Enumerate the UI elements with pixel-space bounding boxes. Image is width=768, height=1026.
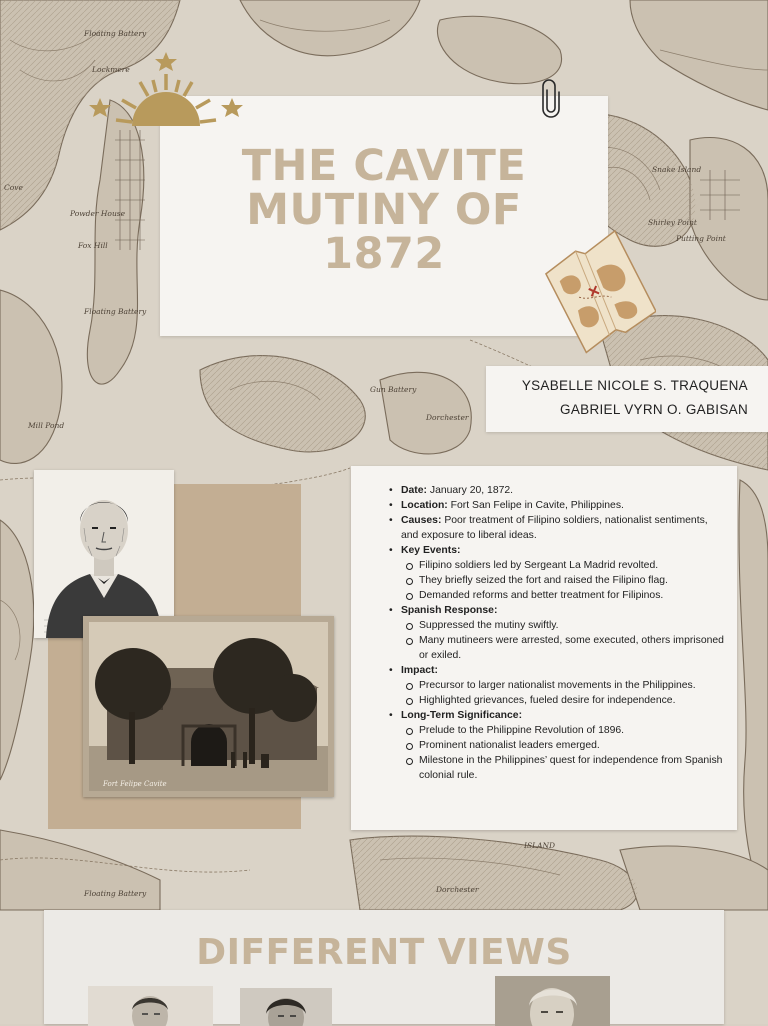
fact-text: Fort San Felipe in Cavite, Philippines. xyxy=(447,500,624,511)
map-label-snake-island: Snake Island xyxy=(652,165,702,174)
significance-list xyxy=(401,723,727,783)
map-label-floating-battery-3: Floating Battery xyxy=(84,889,147,898)
fact-label: Causes: xyxy=(401,515,442,526)
fact-label: Spanish Response: xyxy=(401,605,498,616)
philippine-sun-and-stars-icon xyxy=(86,50,246,126)
fact-text: Poor treatment of Filipino soldiers, nationalist sentiments, and exposure to liberal ideas. xyxy=(401,515,708,541)
facts-list xyxy=(387,483,727,783)
map-label-shirley-point: Shirley Point xyxy=(648,218,697,227)
paperclip-icon xyxy=(540,78,562,118)
list-item: They briefly seized the fort and raised the Filipino flag. xyxy=(401,573,727,588)
facts-card xyxy=(351,466,737,830)
impact-list xyxy=(401,678,727,708)
list-item: Highlighted grievances, fueled desire for independence. xyxy=(401,693,727,708)
fact-location xyxy=(387,498,727,513)
map-label-gun-battery: Gun Battery xyxy=(370,385,417,394)
fact-key-events xyxy=(387,543,727,603)
list-item: Filipino soldiers led by Sergeant La Madrid revolted. xyxy=(401,558,727,573)
fact-date xyxy=(387,483,727,498)
fort-san-felipe-photo xyxy=(83,616,334,797)
fact-text: January 20, 1872. xyxy=(426,485,514,496)
different-views-card xyxy=(44,910,724,1024)
fact-label: Location: xyxy=(401,500,448,511)
list-item: Many mutineers were arrested, some executed, others imprisoned or exiled. xyxy=(401,633,727,663)
map-label-fox-hill: Fox Hill xyxy=(78,241,108,250)
list-item: Demanded reforms and better treatment for Filipinos. xyxy=(401,588,727,603)
list-item: Prelude to the Philippine Revolution of 1896. xyxy=(401,723,727,738)
list-item: Milestone in the Philippines’ quest for independence from Spanish colonial rule. xyxy=(401,753,727,783)
fact-label: Impact: xyxy=(401,665,438,676)
map-label-powder-house: Powder House xyxy=(70,209,126,218)
fact-label: Date: xyxy=(401,485,427,496)
fact-label: Long-Term Significance: xyxy=(401,710,523,721)
map-label-island: ISLAND xyxy=(524,841,556,850)
map-label-floating-battery-2: Floating Battery xyxy=(84,307,147,316)
fact-impact xyxy=(387,663,727,708)
list-item: Precursor to larger nationalist movements in the Philippines. xyxy=(401,678,727,693)
view-portrait-1 xyxy=(88,986,213,1026)
view-portrait-2 xyxy=(240,988,332,1026)
section-title-different-views: DIFFERENT VIEWS xyxy=(196,932,572,973)
fact-label: Key Events: xyxy=(401,545,461,556)
list-item: Suppressed the mutiny swiftly. xyxy=(401,618,727,633)
author-name-2: GABRIEL VYRN O. GABISAN xyxy=(560,402,748,417)
title-line-1: THE CAVITE xyxy=(241,141,527,191)
map-label-cove: Cove xyxy=(4,183,23,192)
authors-card xyxy=(486,366,768,432)
map-label-putting-point: Putting Point xyxy=(676,234,726,243)
fact-spanish-response xyxy=(387,603,727,663)
treasure-map-icon xyxy=(540,228,656,364)
map-label-dorchester: Dorchester xyxy=(426,413,469,422)
map-label-mill-pond: Mill Pond xyxy=(28,421,65,430)
fact-causes xyxy=(387,513,727,543)
title-line-3: 1872 xyxy=(323,229,445,279)
map-label-dorchester-2: Dorchester xyxy=(436,885,479,894)
title-line-2: MUTINY OF xyxy=(246,185,522,235)
fact-long-term-significance xyxy=(387,708,727,783)
spanish-response-list xyxy=(401,618,727,663)
portrait-photo xyxy=(34,470,174,638)
list-item: Prominent nationalist leaders emerged. xyxy=(401,738,727,753)
fort-photo-caption: Fort Felipe Cavite xyxy=(103,780,167,788)
view-portrait-3 xyxy=(495,976,610,1026)
map-label-lockmere: Lockmere xyxy=(92,65,130,74)
author-name-1: YSABELLE NICOLE S. TRAQUENA xyxy=(521,378,748,393)
map-label-floating-battery: Floating Battery xyxy=(84,29,147,38)
key-events-list xyxy=(401,558,727,603)
